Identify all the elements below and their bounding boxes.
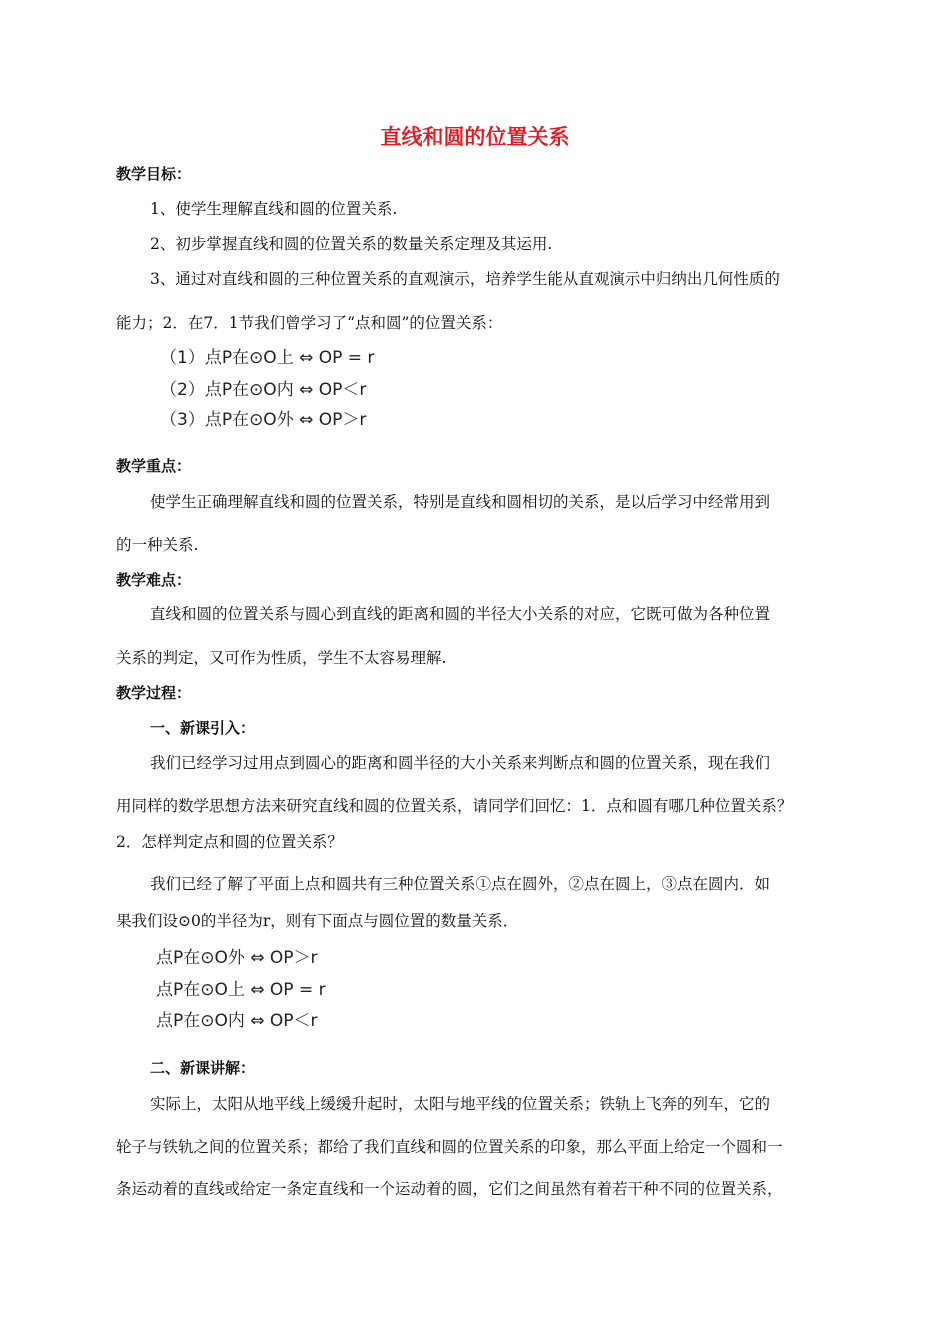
formula-on-circle: （1）点P在⊙O上 ⇔ OP = r — [160, 348, 375, 368]
formula-on-2: 点P在⊙O上 ⇔ OP = r — [156, 980, 326, 1000]
intro-line-2: 用同样的数学思想方法来研究直线和圆的位置关系，请同学们回忆：1．点和圆有哪几种位置关系？ — [116, 797, 793, 815]
lecture-line-1: 实际上，太阳从地平线上缓缓升起时，太阳与地平线的位置关系；铁轨上飞奔的列车，它的 — [150, 1095, 771, 1113]
lecture-line-3: 条运动着的直线或给定一条定直线和一个运动着的圆，它们之间虽然有着若干种不同的位置关系， — [116, 1180, 783, 1198]
difficulty-line-1: 直线和圆的位置关系与圆心到直线的距离和圆的半径大小关系的对应，它既可做为各种位置 — [150, 605, 771, 623]
objective-2: 2、初步掌握直线和圆的位置关系的数量关系定理及其运用. — [150, 235, 553, 253]
formula-outside-circle: （3）点P在⊙O外 ⇔ OP＞r — [160, 410, 367, 430]
process-heading: 教学过程： — [116, 684, 192, 702]
formula-inside-2: 点P在⊙O内 ⇔ OP＜r — [156, 1011, 318, 1031]
key-points-line-1: 使学生正确理解直线和圆的位置关系，特别是直线和圆相切的关系，是以后学习中经常用到 — [150, 493, 771, 511]
intro-line-1: 我们已经学习过用点到圆心的距离和圆半径的大小关系来判断点和圆的位置关系，现在我们 — [150, 754, 771, 772]
intro-line-5: 果我们设⊙0的半径为r，则有下面点与圆位置的数量关系． — [116, 912, 519, 930]
objective-3-line-2: 能力；2．在7．1节我们曾学习了“点和圆”的位置关系： — [116, 314, 503, 332]
objective-3-line-1: 3、通过对直线和圆的三种位置关系的直观演示，培养学生能从直观演示中归纳出几何性质的 — [150, 270, 780, 288]
intro-line-3: 2．怎样判定点和圆的位置关系？ — [116, 833, 343, 851]
key-points-line-2: 的一种关系. — [116, 536, 199, 554]
formula-outside-2: 点P在⊙O外 ⇔ OP＞r — [156, 948, 318, 968]
difficulty-line-2: 关系的判定，又可作为性质，学生不太容易理解. — [116, 649, 447, 667]
difficulty-heading: 教学难点： — [116, 571, 192, 589]
lecture-heading: 二、新课讲解： — [150, 1059, 256, 1077]
objectives-heading: 教学目标： — [116, 165, 192, 183]
page-title: 直线和圆的位置关系 — [380, 125, 570, 149]
key-points-heading: 教学重点： — [116, 457, 192, 475]
lecture-line-2: 轮子与铁轨之间的位置关系；都给了我们直线和圆的位置关系的印象，那么平面上给定一个圆和一 — [116, 1138, 783, 1156]
intro-heading: 一、新课引入： — [150, 719, 256, 737]
intro-line-4: 我们已经了解了平面上点和圆共有三种位置关系①点在圆外，②点在圆上，③点在圆内．如 — [150, 875, 771, 893]
formula-inside-circle: （2）点P在⊙O内 ⇔ OP＜r — [160, 380, 367, 400]
objective-1: 1、使学生理解直线和圆的位置关系. — [150, 200, 398, 218]
